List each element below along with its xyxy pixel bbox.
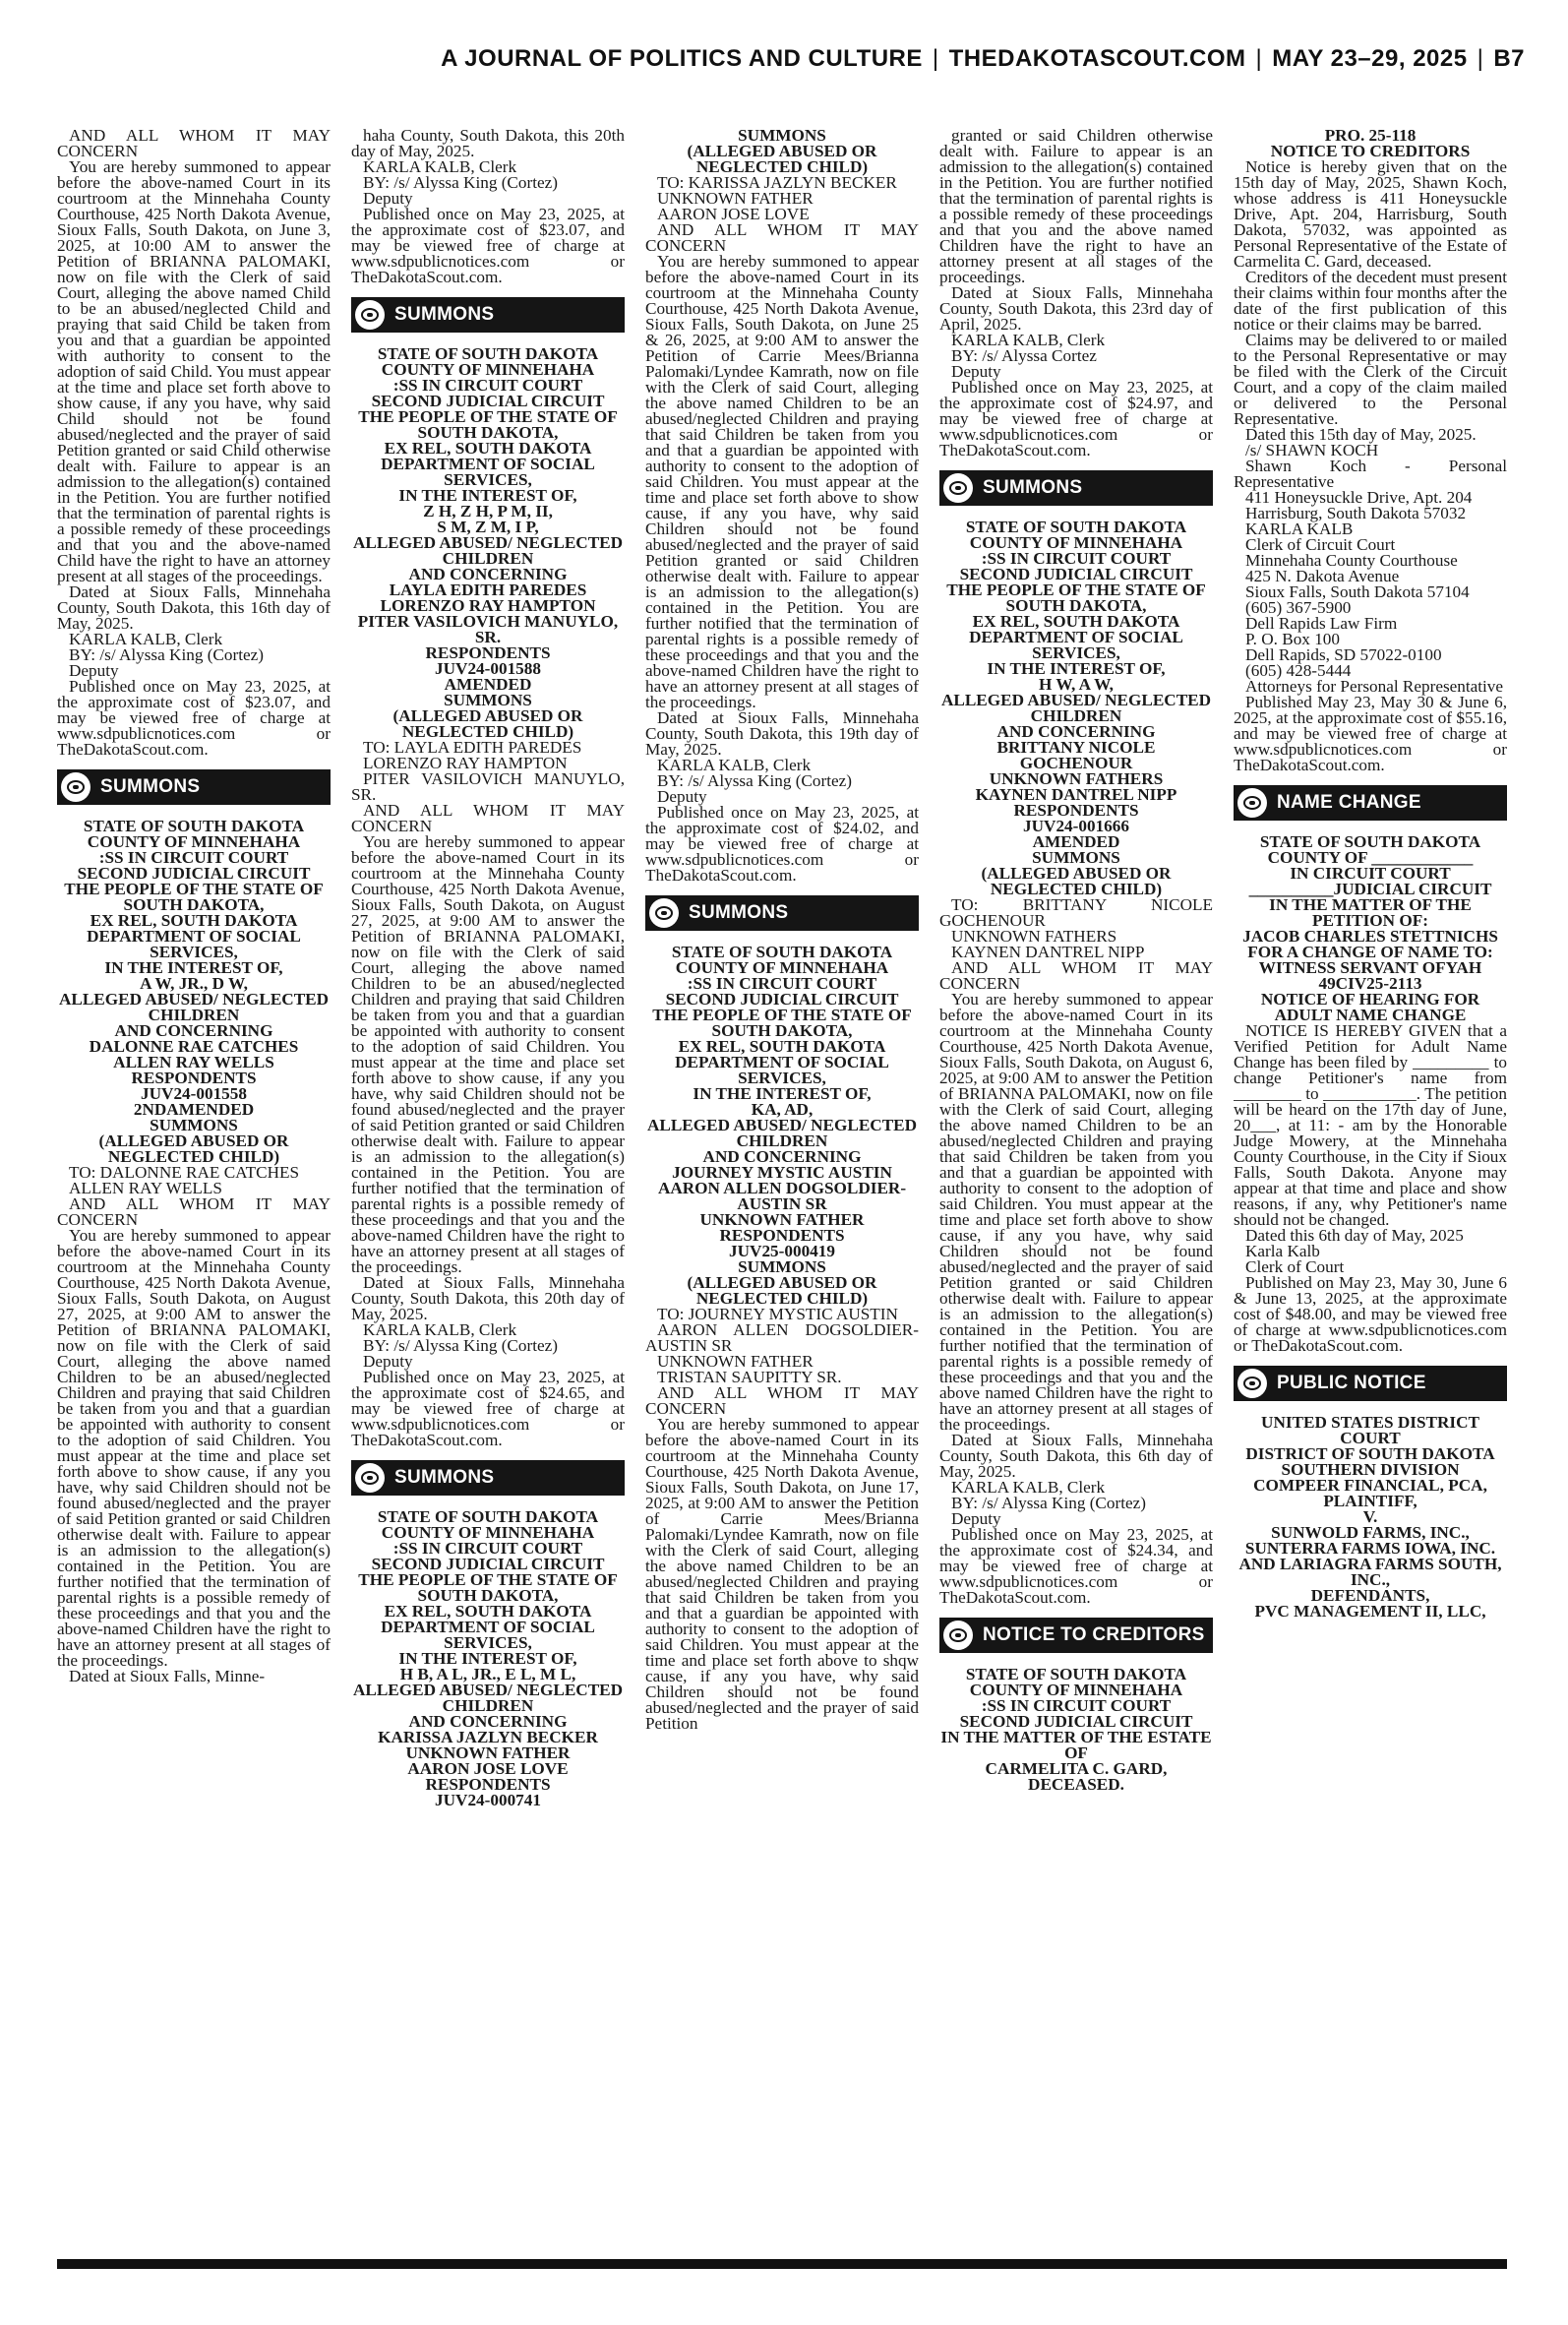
notice-paragraph: KARLA KALB, Clerk [363,157,517,176]
notice-paragraph: Deputy [363,1352,413,1371]
scout-logo-icon [943,473,973,503]
caption-line: EX REL, SOUTH DAKOTA DEPARTMENT OF SOCIAL SERVICES, [675,1037,889,1087]
notice-paragraph: Harrisburg, South Dakota 57032 [1245,504,1467,522]
caption-line: :SS IN CIRCUIT COURT [392,376,583,395]
caption-line: (ALLEGED ABUSED OR NEGLECTED CHILD) [392,706,583,741]
notice-paragraph: AND ALL WHOM IT MAY CONCERN [57,1194,331,1229]
caption-line: AND CONCERNING [702,1147,862,1166]
caption-line: SECOND JUDICIAL CIRCUIT [77,864,311,883]
caption-line: UNITED STATES DISTRICT COURT [1261,1413,1479,1447]
caption-line: AND CONCERNING [996,722,1156,741]
scout-logo-icon [1237,788,1267,818]
notice-paragraph: Deputy [951,1509,1001,1528]
notice-name-change [1234,785,1507,1354]
notice-paragraph: Clerk of Court [1245,1257,1345,1276]
caption-line: SECOND JUDICIAL CIRCUIT [371,1555,605,1573]
notice-paragraph: UNKNOWN FATHER [657,189,814,208]
caption-line: IN THE INTEREST OF, [693,1084,872,1103]
masthead-line [441,45,1525,73]
notice-paragraph: BY: /s/ Alyssa Cortez [951,346,1097,365]
notice-paragraph: Claims may be delivered to or mailed to the Personal Representative or may be filed with the Clerk of the Circuit Court, and a copy of the claim mailed or delivered to the Personal Representative. [1234,331,1507,428]
caption-line: STATE OF SOUTH DAKOTA [671,943,893,961]
caption-line: ALLEGED ABUSED/ NEGLECTED CHILDREN [352,533,624,568]
caption-line: IN THE INTEREST OF, [104,958,283,977]
notice-paragraph: AND ALL WHOM IT MAY CONCERN [939,958,1213,993]
caption-line: AMENDED [444,675,532,694]
section-header [939,1618,1213,1653]
notice-paragraph: BY: /s/ Alyssa King (Cortez) [951,1494,1146,1512]
notice-public [1234,1366,1507,1620]
masthead-separator: | [1477,45,1484,72]
caption-line: KARISSA JAZLYN BECKER [378,1728,598,1746]
notice-paragraph: AND ALL WHOM IT MAY CONCERN [57,128,331,160]
caption-line: JUV24-001588 [435,659,541,678]
notice-paragraph: Published once on May 23, 2025, at the approximate cost of $24.02, and may be viewed free of charge at www.sdpublicnotices.com or TheDakotaScout.com. [645,803,919,885]
caption-line: PITER VASILOVICH MANUYLO, SR. [357,612,619,646]
caption-line: IN THE MATTER OF THE ESTATE OF [940,1728,1212,1762]
bottom-rule [57,2259,1507,2269]
notice-paragraph: NOTICE IS HEREBY GIVEN that a Verified Petition for Adult Name Change has been filed by _________ to change Petitioner's name from ________ to ___________. The petition will be heard on the 17th day of June, 20___, at 11: - am by the Honorable Judge Mowery, at the Minnehaha County Courthouse, in the City if Sioux Falls, South Dakota. Anyone may appear at that time and place and show reasons, if any, why Petitioner's name should not be changed. [1234,1021,1507,1229]
caption-line: THE PEOPLE OF THE STATE OF SOUTH DAKOTA, [64,880,324,914]
caption-line: SUMMONS [150,1116,238,1134]
caption-line: COUNTY OF ____________ [1267,848,1474,867]
column-1 [57,128,331,2255]
section-header-label: PUBLIC NOTICE [1277,1373,1426,1393]
notice-paragraph: BY: /s/ Alyssa King (Cortez) [657,771,852,790]
caption-line: THE PEOPLE OF THE STATE OF SOUTH DAKOTA, [652,1006,912,1040]
notice-paragraph: AARON JOSE LOVE [657,205,810,223]
caption-line: AND CONCERNING [114,1021,273,1040]
caption-line: AND CONCERNING [408,1712,568,1731]
caption-line: PLAINTIFF, [1323,1492,1417,1510]
caption-line: JUV25-000419 [729,1242,835,1260]
notice-summons [351,297,625,1448]
notice-paragraph: P. O. Box 100 [1245,630,1340,648]
notice-paragraph: Published once on May 23, 2025, at the approximate cost of $23.07, and may be viewed free of charge at www.sdpublicnotices.com or TheDakotaScout.com. [351,205,625,286]
caption-line: :SS IN CIRCUIT COURT [98,848,289,867]
masthead-date: MAY 23–29, 2025 [1272,45,1468,72]
notice-paragraph: You are hereby summoned to appear before the above-named Court in its courtroom at the Minnehaha County Courthouse, 425 North Dakota Avenue, Sioux Falls, South Dakota, on August 27, 2025, at 9:00 AM to answer the Petition of BRIANNA PALOMAKI, now on file with the Clerk of said Court, alleging the above named Children to be an abused/neglected Children and praying that said Children be taken from you and that a guardian be appointed with authority to consent to the adoption of said Children. You must appear at the time and place set forth above to show cause, if any you have, why said Children should not be found abused/neglected and the prayer of said Petition granted or said Children otherwise dealt with. Failure to appear is an admission to the allegation(s) contained in the Petition. You are further notified that the termination of parental rights is a possible remedy of these proceedings and that you and the above-named Children have the right to have an attorney present at all stages of the proceedings. [57,1226,331,1670]
notice-paragraph: AND ALL WHOM IT MAY CONCERN [351,801,625,835]
caption-line: STATE OF SOUTH DAKOTA [377,1507,599,1526]
notice-paragraph: (605) 367-5900 [1245,598,1352,617]
notice-paragraph: LORENZO RAY HAMPTON [363,754,568,772]
caption-line: THE PEOPLE OF THE STATE OF SOUTH DAKOTA, [946,581,1206,615]
notice-paragraph: TO: DALONNE RAE CATCHES [69,1163,300,1182]
caption-line: DEFENDANTS, [1310,1586,1430,1605]
section-header-label: SUMMONS [100,776,201,797]
masthead-site: THEDAKOTASCOUT.COM [948,45,1246,72]
notice-paragraph: You are hereby summoned to appear before the above-named Court in its courtroom at the Minnehaha County Courthouse, 425 North Dakota Avenue, Sioux Falls, South Dakota, on August 27, 2025, at 9:00 AM to answer the Petition of BRIANNA PALOMAKI, now on file with the Clerk of said Court, alleging the above named Children to be an abused/neglected Children and praying that said Children be taken from you and that a guardian be appointed with authority to consent to the adoption of said Children. You must appear at the time and place set forth above to show cause, if any you have, why said Children should not be found abused/neglected and the prayer of said Petition granted or said Children otherwise dealt with. Failure to appear is an admission to the allegation(s) contained in the Petition. You are further notified that the termination of parental rights is a possible remedy of these proceedings and that you and the above-named Children have the right to have an attorney present at all stages of the proceedings. [351,832,625,1276]
notice-paragraph: Dated at Sioux Falls, Minne- [69,1667,266,1685]
caption-line: DECEASED. [1028,1775,1124,1794]
notice-paragraph: You are hereby summoned to appear before the above-named Court in its courtroom at the Minnehaha County Courthouse, 425 North Dakota Avenue, Sioux Falls, South Dakota, on August 6, 2025, at 9:00 AM to answer the Petition of BRIANNA PALOMAKI, now on file with the Clerk of said Court, alleging the above named Children to be an abused/neglected Children and praying that said Children be taken from you and that a guardian be appointed with authority to consent to the adoption of said Children. You must appear at the time and place set forth above to show cause, if any you have, why said Children should not be found abused/neglected and the prayer of said Petition granted or said Children otherwise dealt with. Failure to appear is an admission to the allegation(s) contained in the Petition. You are further notified that the termination of parental rights is a possible remedy of these proceedings and that you and the above named Children have the right to have an attorney present at all stages of the proceedings. [939,990,1213,1434]
caption-line: EX REL, SOUTH DAKOTA DEPARTMENT OF SOCIAL SERVICES, [969,612,1183,662]
caption-line: AND CONCERNING [408,565,568,583]
caption-line: UNKNOWN FATHERS [989,769,1164,788]
section-header [351,1460,625,1496]
notice-paragraph: You are hereby summoned to appear before the above-named Court in its courtroom at the Minnehaha County Courthouse, 425 North Dakota Avenue, Sioux Falls, South Dakota, on June 25 & 26, 2025, at 9:00 AM to answer the Petition of Carrie Mees/Brianna Palomaki/Lyndee Kamrath, now on file with the Clerk of said Court, alleging the above named Children to be an abused/neglected Children and praying that said Children be taken from you and that a guardian be appointed with authority to consent to the adoption of said Children. You must appear at the time and place set forth above to show cause, if any you have, why said Children should not be found abused/neglected and the prayer of said Petition granted or said Children otherwise dealt with. Failure to appear is an admission to the allegation(s) contained in the Petition. You are further notified that the termination of parental rights is a possible remedy of these proceedings and that you and the above-named Children have the right to have an attorney present at all stages of the proceedings. [645,252,919,711]
caption-line: FOR A CHANGE OF NAME TO: [1247,943,1493,961]
caption-line: RESPONDENTS [1013,801,1139,820]
column-4 [939,128,1213,2255]
notice-paragraph: granted or said Children otherwise dealt with. Failure to appear is an admission to the allegation(s) contained in the Petition. You are further notified that the termination of parental rights is a possible remedy of these proceedings and that you and the above named Children have the right to have an attorney present at all stages of the proceedings. [939,128,1213,286]
section-header-label: SUMMONS [394,1467,495,1488]
caption-line: SOUTHERN DIVISION [1281,1460,1460,1479]
caption-line: H W, A W, [1039,675,1114,694]
section-header [645,895,919,931]
caption-line: RESPONDENTS [425,1775,551,1794]
notice-paragraph: Notice is hereby given that on the 15th day of May, 2025, Shawn Koch, whose address is 411 Honeysuckle Drive, Apt. 204, Harrisburg, South Dakota, 57032, was appointed as Personal Representative of the Estate of Carmelita C. Gard, deceased. [1234,157,1507,271]
section-header-label: SUMMONS [983,477,1083,498]
notice-continued [939,128,1213,459]
caption-line: 49CIV25-2113 [1318,974,1422,993]
notice-paragraph: (605) 428-5444 [1245,661,1352,680]
caption-line: DISTRICT OF SOUTH DAKOTA [1245,1444,1495,1463]
caption-line: LAYLA EDITH PAREDES [389,581,587,599]
caption-line: SECOND JUDICIAL CIRCUIT [959,1712,1193,1731]
notice-creditors-continued [1234,128,1507,773]
notice-paragraph: Dated this 6th day of May, 2025 [1245,1226,1464,1245]
notice-paragraph: TO: KARISSA JAZLYN BECKER [657,173,897,192]
caption-line: EX REL, SOUTH DAKOTA DEPARTMENT OF SOCIAL SERVICES, [381,439,595,489]
caption-line: STATE OF SOUTH DAKOTA [1259,832,1481,851]
notice-summons [351,1460,625,1808]
caption-line: S M, Z M, I P, [437,518,539,536]
caption-line: KAYNEN DANTREL NIPP [975,785,1177,804]
caption-line: THE PEOPLE OF THE STATE OF SOUTH DAKOTA, [358,407,618,442]
section-header [57,769,331,805]
caption-line: CARMELITA C. GARD, [985,1759,1168,1778]
section-header-label: SUMMONS [394,304,495,325]
notice-paragraph: haha County, South Dakota, this 20th day of May, 2025. [351,128,625,160]
caption-line: V. [1362,1507,1378,1526]
section-header [351,297,625,333]
scout-logo-icon [355,1463,385,1493]
caption-line: PVC MANAGEMENT II, LLC, [1254,1602,1486,1621]
notice-paragraph: AND ALL WHOM IT MAY CONCERN [645,220,919,255]
caption-line: NOTICE TO CREDITORS [1270,142,1471,160]
caption-line: AMENDED [1032,832,1120,851]
notice-continued [351,128,625,285]
notice-paragraph: You are hereby summoned to appear before the above-named Court in its courtroom at the Minnehaha County Courthouse, 425 North Dakota Avenue, Sioux Falls, South Dakota, on June 3, 2025, at 10:00 AM to answer the Petition of BRIANNA PALOMAKI, now on file with the Clerk of said Court, alleging the above named Child to be an abused/neglected Child and praying that said Child be taken from you and that a guardian be appointed with authority to consent to the adoption of said Child. You must appear at the time and place set forth above to show cause, if any you have, why said Child should not be found abused/neglected and the prayer of said Petition granted or said Child otherwise dealt with. Failure to appear is an admission to the allegation(s) contained in the Petition. You are further notified that the termination of parental rights is a possible remedy of these proceedings and that you and the above-named Child have the right to have an attorney present at all stages of the proceedings. [57,157,331,585]
caption-line: STATE OF SOUTH DAKOTA [83,817,305,835]
notice-paragraph: AARON ALLEN DOGSOLDIER-AUSTIN SR [645,1320,919,1355]
notice-paragraph: Dated at Sioux Falls, Minnehaha County, South Dakota, this 23rd day of April, 2025. [939,283,1213,334]
caption-line: RESPONDENTS [425,643,551,662]
column-3 [645,128,919,2255]
notice-paragraph: Sioux Falls, South Dakota 57104 [1245,582,1470,601]
scout-logo-icon [61,772,90,802]
notice-paragraph: KAYNEN DANTREL NIPP [951,943,1145,961]
caption-line: EX REL, SOUTH DAKOTA DEPARTMENT OF SOCIAL SERVICES, [381,1602,595,1652]
caption-line: JUV24-001666 [1023,817,1129,835]
caption-line: Z H, Z H, P M, II, [423,502,553,520]
notice-paragraph: Shawn Koch - Personal Representative [1234,457,1507,491]
section-header [939,470,1213,506]
notice-paragraph: KARLA KALB [1245,520,1354,538]
scout-logo-icon [649,898,679,928]
notice-paragraph: Deputy [657,787,707,806]
caption-line: :SS IN CIRCUIT COURT [392,1539,583,1558]
caption-line: UNKNOWN FATHER [405,1744,571,1762]
notice-paragraph: Karla Kalb [1245,1242,1320,1260]
notice-paragraph: KARLA KALB, Clerk [657,756,812,774]
caption-line: WITNESS SERVANT OFYAH [1258,958,1482,977]
notice-paragraph: Minnehaha County Courthouse [1245,551,1458,570]
caption-line: A W, JR., D W, [140,974,248,993]
notice-paragraph: Creditors of the decedent must present their claims within four months after the date of the first publication of this notice or their claims may be barred. [1234,268,1507,334]
caption-line: SUMMONS [738,128,826,145]
caption-line: SECOND JUDICIAL CIRCUIT [665,990,899,1009]
notice-summons [57,769,331,1684]
section-header-label: NOTICE TO CREDITORS [983,1624,1205,1645]
scout-logo-icon [355,300,385,330]
caption-line: (ALLEGED ABUSED OR NEGLECTED CHILD) [981,864,1172,898]
notice-paragraph: KARLA KALB, Clerk [951,331,1106,349]
caption-line: COUNTY OF MINNEHAHA [969,533,1183,552]
notice-paragraph: Attorneys for Personal Representative [1245,677,1504,696]
caption-line: ALLEN RAY WELLS [113,1053,274,1071]
caption-line: 2NDAMENDED [133,1100,255,1119]
caption-line: DALONNE RAE CATCHES [89,1037,299,1056]
notice-paragraph: BY: /s/ Alyssa King (Cortez) [69,645,264,664]
notice-paragraph: Deputy [363,189,413,208]
caption-line: __________JUDICIAL CIRCUIT [1248,880,1492,898]
caption-line: :SS IN CIRCUIT COURT [687,974,877,993]
caption-line: STATE OF SOUTH DAKOTA [965,1665,1187,1683]
notice-paragraph: Published once on May 23, 2025, at the approximate cost of $23.07, and may be viewed free of charge at www.sdpublicnotices.com or TheDakotaScout.com. [57,677,331,759]
caption-line: THE PEOPLE OF THE STATE OF SOUTH DAKOTA, [358,1570,618,1605]
notice-paragraph: Dated at Sioux Falls, Minnehaha County, South Dakota, this 6th day of May, 2025. [939,1431,1213,1481]
caption-line: COUNTY OF MINNEHAHA [381,360,595,379]
caption-line: COUNTY OF MINNEHAHA [969,1681,1183,1699]
caption-line: STATE OF SOUTH DAKOTA [377,344,599,363]
masthead-separator: | [1255,45,1263,72]
notice-paragraph: Deputy [69,661,119,680]
notice-paragraph: 425 N. Dakota Avenue [1245,567,1400,585]
masthead-tagline: A JOURNAL OF POLITICS AND CULTURE [441,45,923,72]
caption-line: SUNWOLD FARMS, INC., SUNTERRA FARMS IOWA, INC. AND LARIAGRA FARMS SOUTH, INC., [1238,1523,1502,1589]
caption-line: :SS IN CIRCUIT COURT [981,549,1172,568]
caption-line: RESPONDENTS [719,1226,845,1245]
caption-line: SUMMONS [738,1257,826,1276]
column-5 [1234,128,1507,2255]
caption-line: COUNTY OF MINNEHAHA [675,958,889,977]
column-2 [351,128,625,2255]
caption-line: LORENZO RAY HAMPTON [380,596,596,615]
caption-line: COMPEER FINANCIAL, PCA, [1253,1476,1487,1495]
notice-paragraph: Dated at Sioux Falls, Minnehaha County, South Dakota, this 20th day of May, 2025. [351,1273,625,1323]
caption-line: STATE OF SOUTH DAKOTA [965,518,1187,536]
caption-line: IN THE INTEREST OF, [987,659,1166,678]
caption-line: IN THE INTEREST OF, [398,486,577,505]
caption-line: KA, AD, [751,1100,814,1119]
masthead-separator: | [932,45,939,72]
notice-paragraph: Published once on May 23, 2025, at the approximate cost of $24.65, and may be viewed free of charge at www.sdpublicnotices.com or TheDakotaScout.com. [351,1368,625,1449]
notice-paragraph: Dell Rapids, SD 57022-0100 [1245,645,1442,664]
caption-line: COUNTY OF MINNEHAHA [381,1523,595,1542]
notice-paragraph: KARLA KALB, Clerk [951,1478,1106,1497]
caption-line: AARON ALLEN DOGSOLDIER-AUSTIN SR [657,1179,907,1213]
notice-paragraph: TO: JOURNEY MYSTIC AUSTIN [657,1305,898,1323]
notice-paragraph: Dated this 15th day of May, 2025. [1245,425,1477,444]
scout-logo-icon [943,1621,973,1650]
caption-line: RESPONDENTS [131,1069,257,1087]
notice-paragraph: KARLA KALB, Clerk [363,1320,517,1339]
caption-line: ALLEGED ABUSED/ NEGLECTED CHILDREN [58,990,330,1024]
caption-line: AARON JOSE LOVE [407,1759,569,1778]
notice-summons [645,895,919,1732]
notice-paragraph: Published on May 23, May 30, June 6 & June 13, 2025, at the approximate cost of $48.00, and may be viewed free of charge at www.sdpublicnotices.com or TheDakotaScout.com. [1234,1273,1507,1355]
notice-paragraph: Dated at Sioux Falls, Minnehaha County, South Dakota, this 16th day of May, 2025. [57,582,331,633]
notice-paragraph: BY: /s/ Alyssa King (Cortez) [363,173,558,192]
caption-line: COUNTY OF MINNEHAHA [87,832,301,851]
notice-paragraph: /s/ SHAWN KOCH [1245,441,1379,459]
caption-line: SUMMONS [444,691,532,709]
notice-paragraph: UNKNOWN FATHER [657,1352,814,1371]
caption-line: PRO. 25-118 [1324,128,1417,145]
section-header-label: SUMMONS [689,902,789,923]
notice-paragraph: Published May 23, May 30 & June 6, 2025, at the approximate cost of $55.16, and may be viewed free of charge at www.sdpublicnotices.com or TheDakotaScout.com. [1234,693,1507,774]
caption-line: H B, A L, JR., E L, M L, [399,1665,576,1683]
notice-paragraph: Deputy [951,362,1001,381]
notice-paragraph: ALLEN RAY WELLS [69,1179,222,1197]
caption-line: ALLEGED ABUSED/ NEGLECTED CHILDREN [646,1116,918,1150]
section-header [1234,1366,1507,1401]
caption-line: JUV24-000741 [435,1791,541,1809]
notice-paragraph: KARLA KALB, Clerk [69,630,223,648]
caption-line: IN THE INTEREST OF, [398,1649,577,1668]
caption-line: :SS IN CIRCUIT COURT [981,1696,1172,1715]
notice-summons [939,470,1213,1606]
notice-continued [57,128,331,758]
notice-paragraph: 411 Honeysuckle Drive, Apt. 204 [1245,488,1473,507]
page-number: B7 [1493,45,1525,72]
notice-paragraph: Published once on May 23, 2025, at the approximate cost of $24.97, and may be viewed free of charge at www.sdpublicnotices.com or TheDakotaScout.com. [939,378,1213,459]
caption-line: IN THE MATTER OF THE PETITION OF: [1269,895,1472,930]
notice-paragraph: TRISTAN SAUPITTY SR. [657,1368,842,1386]
notice-paragraph: UNKNOWN FATHERS [951,927,1117,946]
notice-paragraph: PITER VASILOVICH MANUYLO, SR. [351,769,625,804]
caption-line: IN CIRCUIT COURT [1290,864,1451,883]
section-header-label: NAME CHANGE [1277,792,1421,813]
caption-line: UNKNOWN FATHER [699,1210,865,1229]
caption-line: SECOND JUDICIAL CIRCUIT [959,565,1193,583]
caption-line: (ALLEGED ABUSED OR NEGLECTED CHILD) [687,1273,877,1308]
notice-paragraph: TO: BRITTANY NICOLE GOCHENOUR [939,895,1213,930]
notice-paragraph: AND ALL WHOM IT MAY CONCERN [645,1383,919,1418]
caption-line: SECOND JUDICIAL CIRCUIT [371,392,605,410]
caption-line: ALLEGED ABUSED/ NEGLECTED CHILDREN [352,1681,624,1715]
caption-line: NOTICE OF HEARING FOR ADULT NAME CHANGE [1260,990,1480,1024]
notice-paragraph: BY: /s/ Alyssa King (Cortez) [363,1336,558,1355]
caption-line: SUMMONS [1032,848,1120,867]
masthead [0,0,1568,128]
notice-continued [645,128,919,884]
notice-paragraph: Dated at Sioux Falls, Minnehaha County, South Dakota, this 19th day of May, 2025. [645,708,919,759]
notice-paragraph: Published once on May 23, 2025, at the approximate cost of $24.34, and may be viewed free of charge at www.sdpublicnotices.com or TheDakotaScout.com. [939,1525,1213,1607]
notice-paragraph: Dell Rapids Law Firm [1245,614,1398,633]
caption-line: (ALLEGED ABUSED OR NEGLECTED CHILD) [98,1132,289,1166]
caption-line: JOURNEY MYSTIC AUSTIN [672,1163,892,1182]
caption-line: JUV24-001558 [141,1084,247,1103]
notice-paragraph: You are hereby summoned to appear before the above-named Court in its courtroom at the Minnehaha County Courthouse, 425 North Dakota Avenue, Sioux Falls, South Dakota, on June 17, 2025, at 9:00 AM to answer the Petition of Carrie Mees/Brianna Palomaki/Lyndee Kamrath, now on file with the Clerk of said Court, alleging the above named Children to be an abused/neglected Children and praying that said Children be taken from you and that a guardian be appointed with authority to consent to the adoption of said Children. You must appear at the time and place set forth above to shqw cause, if any you have, why said Children should not be found abused/neglected and the prayer of said Petition [645,1415,919,1733]
caption-line: (ALLEGED ABUSED OR NEGLECTED CHILD) [687,142,877,176]
caption-line: BRITTANY NICOLE GOCHENOUR [996,738,1156,772]
notice-creditors [939,1618,1213,1793]
notice-paragraph: Clerk of Circuit Court [1245,535,1396,554]
caption-line: ALLEGED ABUSED/ NEGLECTED CHILDREN [940,691,1212,725]
notice-paragraph: TO: LAYLA EDITH PAREDES [363,738,582,757]
caption-line: EX REL, SOUTH DAKOTA DEPARTMENT OF SOCIAL SERVICES, [87,911,301,961]
scout-logo-icon [1237,1369,1267,1398]
caption-line: JACOB CHARLES STETTNICHS [1242,927,1498,946]
section-header [1234,785,1507,821]
